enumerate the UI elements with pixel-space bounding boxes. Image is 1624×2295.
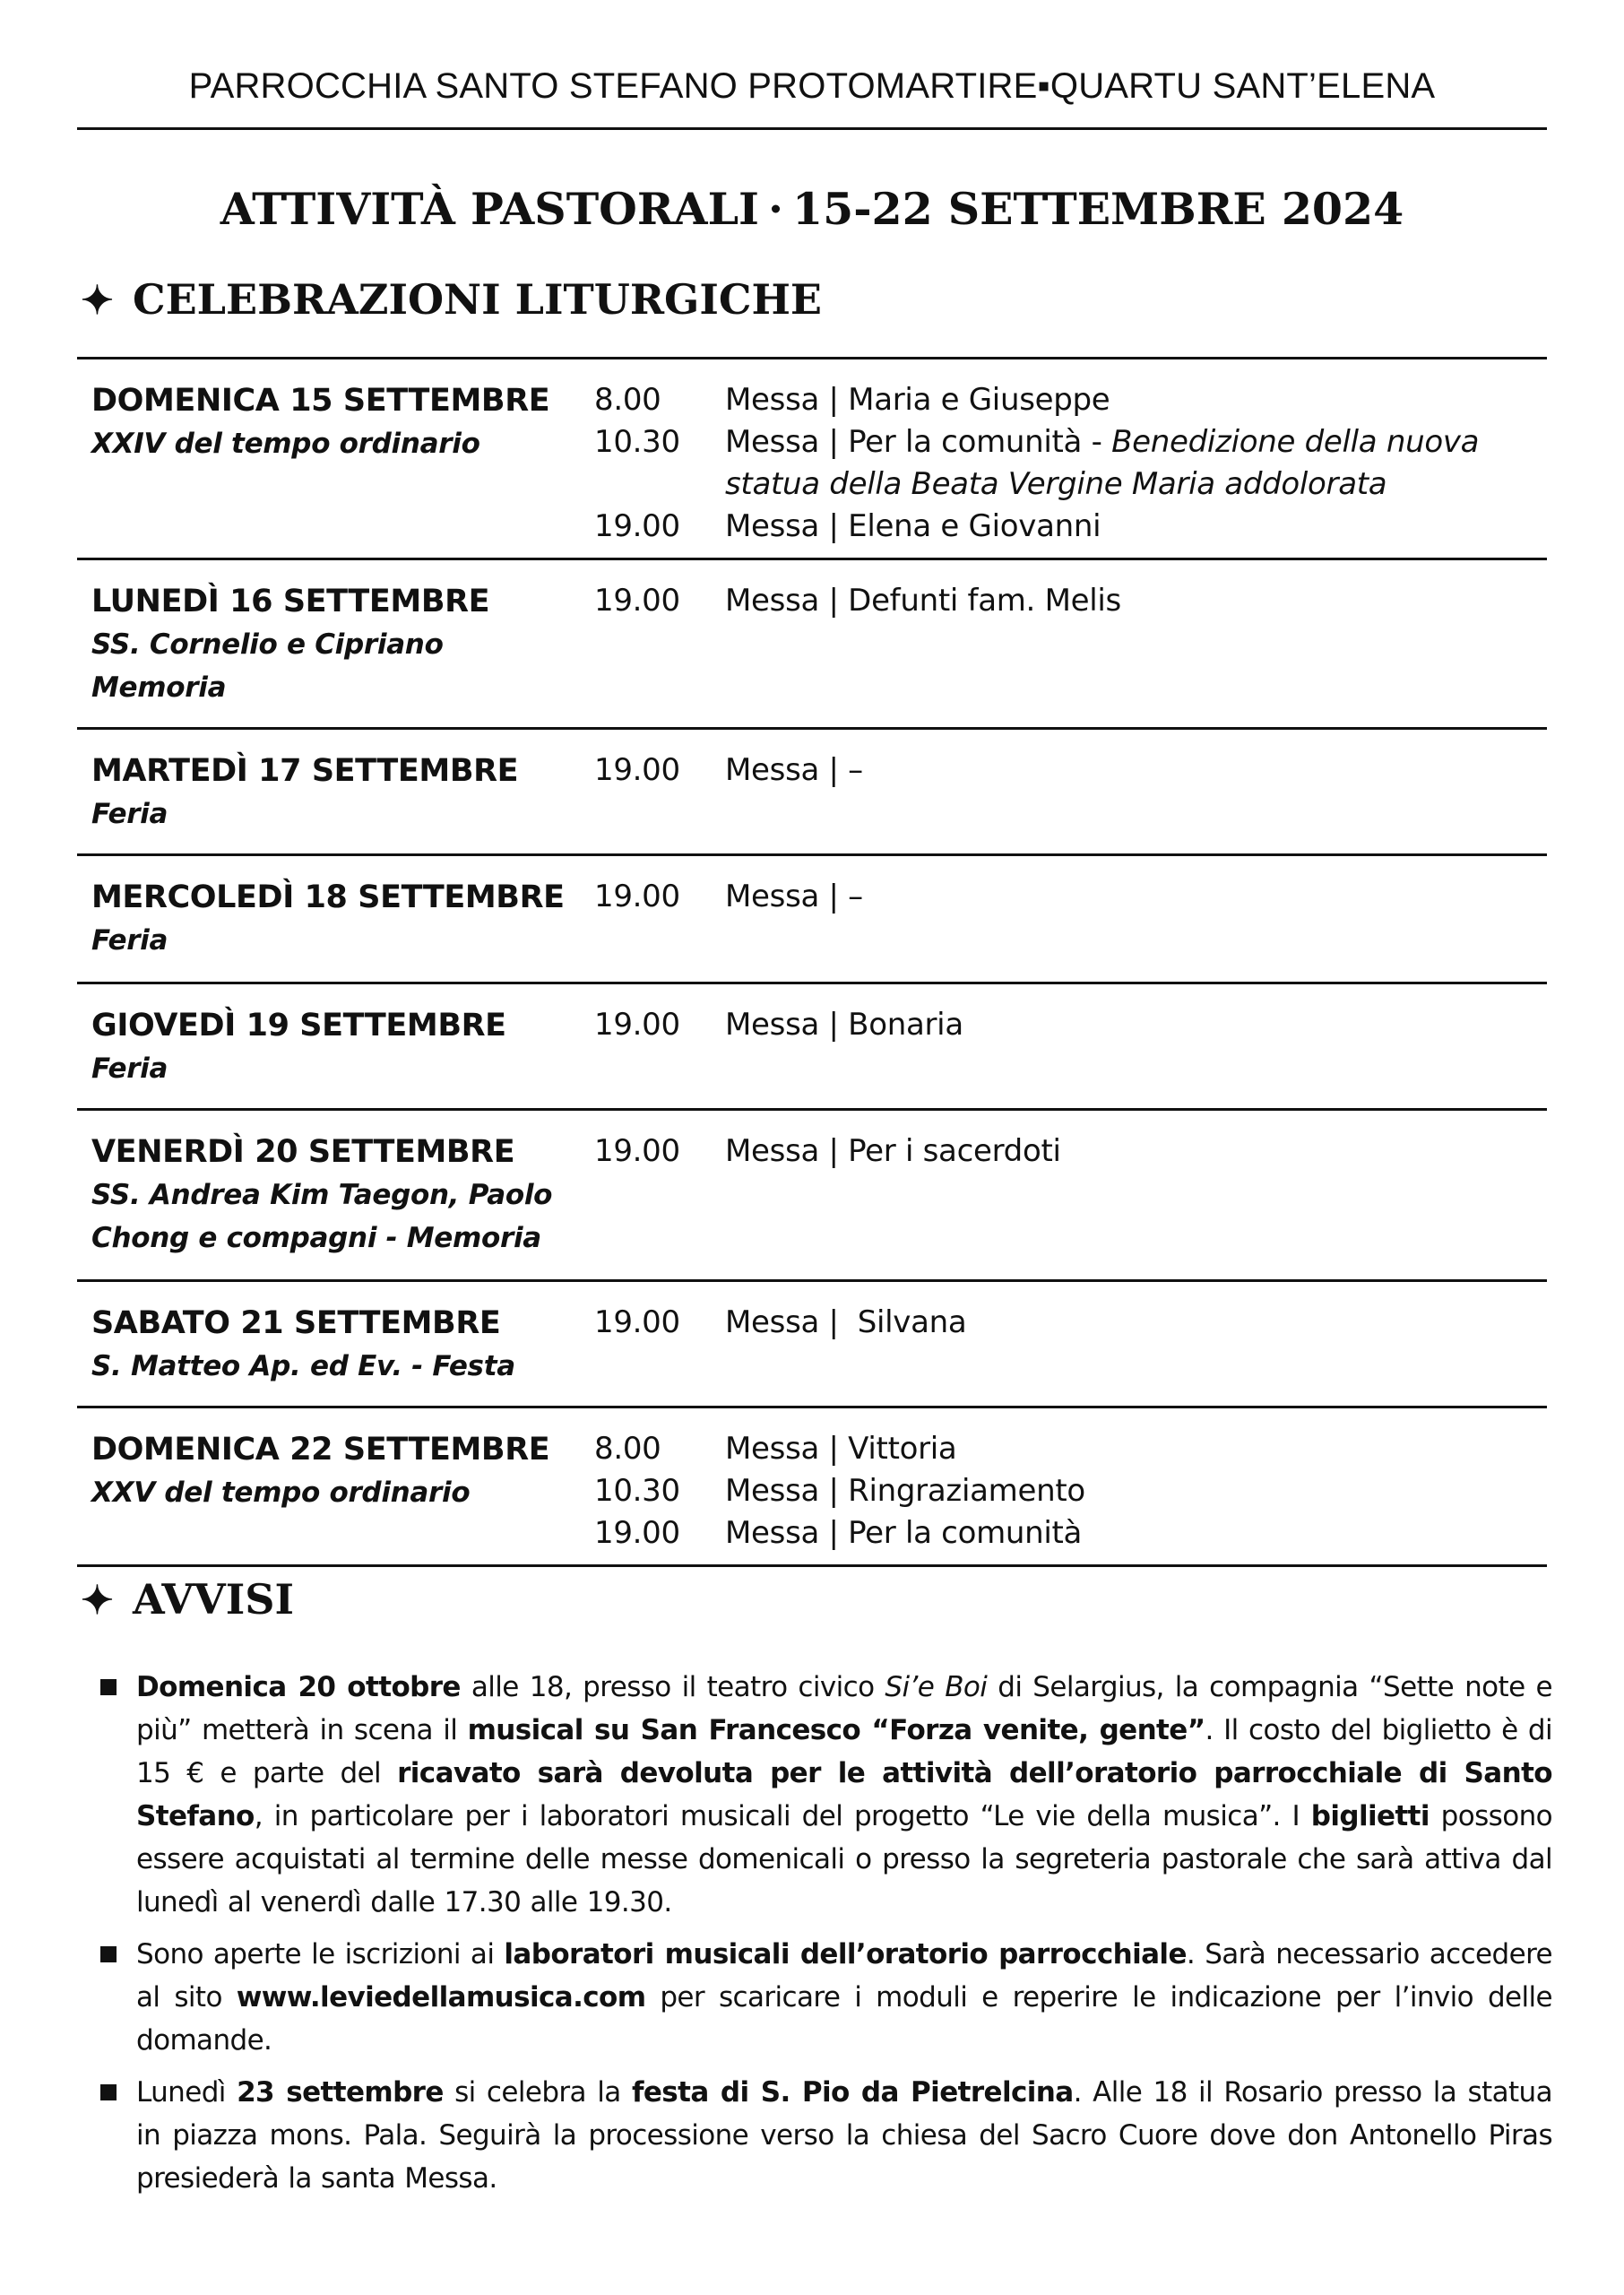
notices-heading xyxy=(81,1571,294,1628)
day-cell xyxy=(91,580,593,709)
mass-time: 19.00 xyxy=(594,583,680,619)
notice-text: per scaricare i moduli e reperire le indicazione per l’invio delle domande. xyxy=(136,1981,1552,2057)
schedule-row xyxy=(77,853,1547,982)
mass-intention xyxy=(725,749,1544,792)
notice-emphasis: festa di S. Pio da Pietrelcina xyxy=(631,2076,1074,2109)
mass-intention xyxy=(725,1470,1544,1512)
mass-intention xyxy=(725,580,1544,622)
liturgical-schedule xyxy=(77,357,1547,1567)
notice-text: . Alle 18 il Rosario presso la statua in piazza mons. Pala. Seguirà la processione verso la chiesa del Sacro Cuore dove don Antonello Piras presiederà la santa Messa. xyxy=(136,2076,1552,2195)
notice-text: . Il costo del biglietto è di 15 € e parte del xyxy=(136,1714,1553,1789)
mass-time: 19.00 xyxy=(594,752,680,788)
mass-list xyxy=(594,876,1544,918)
mass-time: 19.00 xyxy=(594,1133,680,1169)
mass-intention-text: Messa | Elena e Giovanni xyxy=(725,508,1101,544)
liturgical-note: Feria xyxy=(91,1052,168,1085)
square-bullet-icon xyxy=(100,1946,117,1962)
mass-intention xyxy=(725,379,1544,421)
mass-list xyxy=(594,1302,1544,1344)
celebrations-heading xyxy=(81,271,822,328)
liturgical-note: SS. Andrea Kim Taegon, Paolo Chong e compagni - Memoria xyxy=(91,1179,553,1254)
day-cell xyxy=(91,1130,593,1260)
mass-time: 8.00 xyxy=(594,1431,661,1467)
liturgical-note: S. Matteo Ap. ed Ev. - Festa xyxy=(91,1350,515,1382)
day-cell xyxy=(91,1004,593,1090)
day-cell xyxy=(91,876,593,962)
mass-time: 19.00 xyxy=(594,1007,680,1043)
parish-header xyxy=(77,59,1547,113)
mass-list xyxy=(594,1004,1544,1046)
schedule-row xyxy=(77,558,1547,727)
notice-text: Si’e Boi xyxy=(885,1671,988,1703)
mass-entry xyxy=(594,876,1544,918)
notice-text: si celebra la xyxy=(443,2076,632,2109)
mass-intention-text: Messa | Defunti fam. Melis xyxy=(725,583,1121,619)
day-name: SABATO 21 SETTEMBRE xyxy=(91,1305,501,1341)
star-icon: ✦ xyxy=(81,278,114,324)
mass-entry xyxy=(594,1004,1544,1046)
day-name: MERCOLEDÌ 18 SETTEMBRE xyxy=(91,879,565,915)
notice-item xyxy=(93,2071,1552,2200)
title-label: ATTIVITÀ PASTORALI xyxy=(220,183,759,235)
mass-intention xyxy=(725,506,1544,548)
mass-time: 8.00 xyxy=(594,382,661,418)
header-separator: ▪ xyxy=(1037,66,1050,106)
mass-intention-text: Messa | Bonaria xyxy=(725,1007,963,1043)
mass-intention-text: Messa | Per i sacerdoti xyxy=(725,1133,1061,1169)
mass-intention-text: Messa | Ringraziamento xyxy=(725,1473,1085,1509)
day-name: VENERDÌ 20 SETTEMBRE xyxy=(91,1134,515,1170)
notice-text: . Sarà necessario accedere al sito xyxy=(136,1938,1553,2014)
notice-emphasis: ricavato sarà devoluta per le attività dell’oratorio parrocchiale di Santo Stefano xyxy=(136,1757,1552,1832)
notice-item xyxy=(93,1666,1552,1924)
celebrations-heading-label: CELEBRAZIONI LITURGICHE xyxy=(133,275,822,324)
schedule-row xyxy=(77,982,1547,1108)
parish-name: PARROCCHIA SANTO STEFANO PROTOMARTIRE xyxy=(188,66,1038,106)
liturgical-note: Feria xyxy=(91,798,168,830)
notice-text: , in particolare per i laboratori musicali del progetto “Le vie della musica”. I xyxy=(254,1800,1311,1832)
mass-intention-text: Messa | Maria e Giuseppe xyxy=(725,382,1110,418)
mass-intention-text: Messa | Per la comunità xyxy=(725,1515,1083,1551)
header-divider xyxy=(77,127,1547,130)
mass-intention xyxy=(725,876,1544,918)
notice-text: alle 18, presso il teatro civico xyxy=(460,1671,885,1703)
notice-text: Lunedì xyxy=(136,2076,238,2109)
day-name: MARTEDÌ 17 SETTEMBRE xyxy=(91,753,519,789)
liturgical-note: SS. Cornelio e Cipriano Memoria xyxy=(91,628,444,704)
mass-entry xyxy=(594,749,1544,792)
notice-text: di Selargius, la compagnia “Sette note e più” metterà in scena il xyxy=(136,1671,1553,1746)
mass-time: 19.00 xyxy=(594,1515,680,1551)
notices-heading-label: AVVISI xyxy=(133,1575,294,1624)
liturgical-note: Feria xyxy=(91,924,168,957)
notice-emphasis: 23 settembre xyxy=(237,2076,444,2109)
mass-time: 10.30 xyxy=(594,424,680,460)
day-name: GIOVEDÌ 19 SETTEMBRE xyxy=(91,1008,506,1044)
mass-intention xyxy=(725,1302,1544,1344)
mass-intention-text: Messa | – xyxy=(725,879,863,914)
mass-intention xyxy=(725,1130,1544,1173)
mass-time: 19.00 xyxy=(594,508,680,544)
notice-text: Sono aperte le iscrizioni ai xyxy=(136,1938,505,1970)
schedule-row xyxy=(77,727,1547,853)
mass-list xyxy=(594,1428,1544,1555)
square-bullet-icon xyxy=(100,1679,117,1695)
mass-entry xyxy=(594,379,1544,421)
liturgical-note: XXV del tempo ordinario xyxy=(91,1477,471,1509)
day-name: DOMENICA 22 SETTEMBRE xyxy=(91,1432,550,1468)
notice-emphasis: musical su San Francesco “Forza venite, gente” xyxy=(467,1714,1205,1746)
square-bullet-icon xyxy=(100,2084,117,2100)
mass-entry xyxy=(594,1130,1544,1173)
mass-intention-text: Messa | – xyxy=(725,752,863,788)
document-title xyxy=(77,178,1547,240)
mass-intention xyxy=(725,1428,1544,1470)
mass-entry xyxy=(594,421,1544,506)
day-cell xyxy=(91,1428,593,1514)
day-cell xyxy=(91,749,593,836)
mass-entry xyxy=(594,506,1544,548)
day-cell xyxy=(91,379,593,465)
mass-intention-text: Messa | Per la comunità - xyxy=(725,424,1112,460)
city-name: QUARTU SANT’ELENA xyxy=(1050,66,1436,106)
liturgical-note: XXIV del tempo ordinario xyxy=(91,428,480,460)
schedule-row xyxy=(77,1279,1547,1406)
mass-intention xyxy=(725,1512,1544,1555)
mass-list xyxy=(594,1130,1544,1173)
notice-text: possono essere acquistati al termine delle messe domenicali o presso la segreteria pastorale che sarà attiva dal lunedì al venerdì dalle 17.30 alle 19.30. xyxy=(136,1800,1552,1918)
title-separator: · xyxy=(767,183,784,235)
mass-entry xyxy=(594,1512,1544,1555)
mass-intention-text: Messa | Silvana xyxy=(725,1304,967,1340)
notices-list xyxy=(93,1666,1552,2209)
mass-list xyxy=(594,379,1544,548)
mass-time: 10.30 xyxy=(594,1473,680,1509)
mass-intention xyxy=(725,421,1544,506)
mass-entry xyxy=(594,1302,1544,1344)
schedule-row xyxy=(77,1108,1547,1279)
schedule-row xyxy=(77,357,1547,558)
star-icon: ✦ xyxy=(81,1578,114,1624)
mass-intention-detail: Benedizione della nuova statua della Beata Vergine Maria addolorata xyxy=(725,424,1480,502)
mass-intention xyxy=(725,1004,1544,1046)
mass-time: 19.00 xyxy=(594,1304,680,1340)
day-name: DOMENICA 15 SETTEMBRE xyxy=(91,383,550,419)
notice-emphasis: biglietti xyxy=(1310,1800,1430,1832)
day-name: LUNEDÌ 16 SETTEMBRE xyxy=(91,584,490,619)
mass-list xyxy=(594,749,1544,792)
mass-time: 19.00 xyxy=(594,879,680,914)
title-dates: 15-22 SETTEMBRE 2024 xyxy=(792,183,1404,235)
mass-entry xyxy=(594,1428,1544,1470)
notice-emphasis: Domenica 20 ottobre xyxy=(136,1671,461,1703)
notice-item xyxy=(93,1933,1552,2062)
day-cell xyxy=(91,1302,593,1388)
schedule-row xyxy=(77,1406,1547,1567)
notice-emphasis: laboratori musicali dell’oratorio parrocchiale xyxy=(504,1938,1187,1970)
mass-entry xyxy=(594,1470,1544,1512)
mass-list xyxy=(594,580,1544,622)
notice-emphasis: www.leviedellamusica.com xyxy=(236,1981,646,2014)
mass-entry xyxy=(594,580,1544,622)
mass-intention-text: Messa | Vittoria xyxy=(725,1431,957,1467)
